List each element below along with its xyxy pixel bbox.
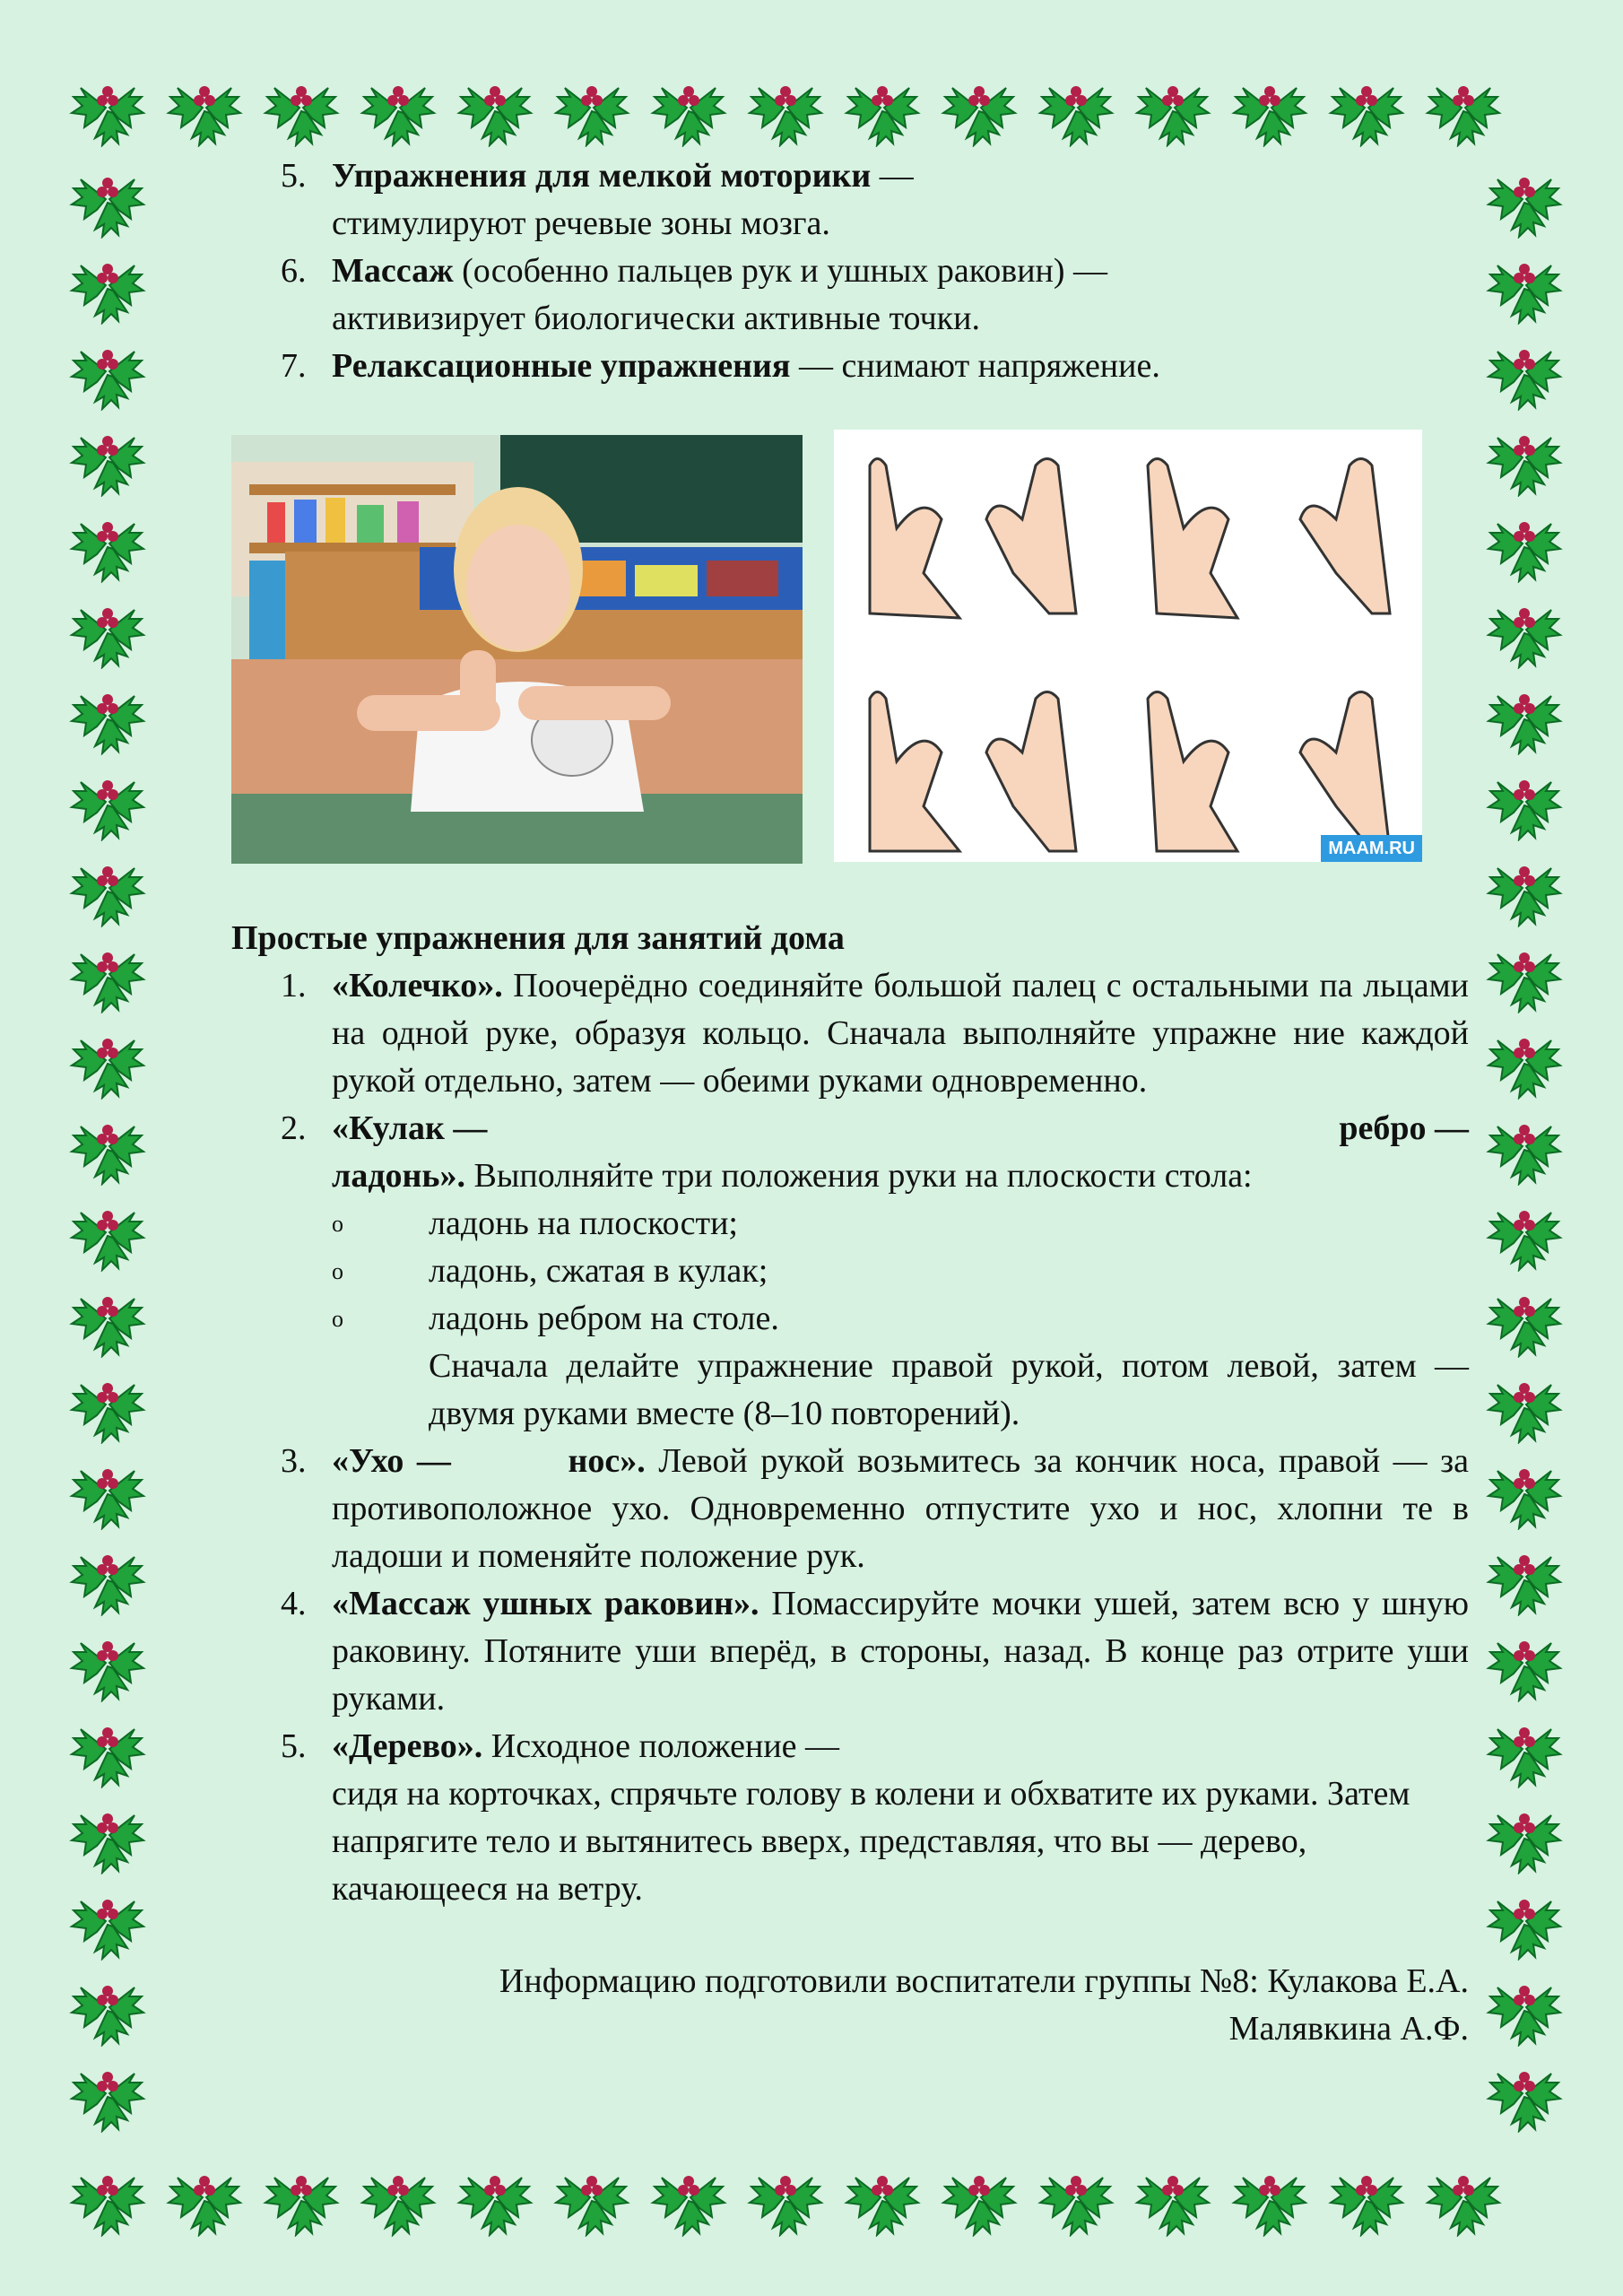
exercise-text: Исходное положение —	[482, 1727, 840, 1765]
holly-sprig-icon	[1480, 1961, 1569, 2047]
holly-sprig-icon	[63, 841, 152, 927]
holly-sprig-icon	[63, 1444, 152, 1530]
holly-sprig-icon	[1225, 61, 1315, 147]
sub-list-item	[332, 1200, 1469, 1248]
list-item-text: активизирует биологически активные точки.	[332, 300, 980, 337]
exercise-item	[231, 1723, 1469, 1913]
holly-sprig-icon	[256, 61, 346, 147]
finger-exercise-image	[834, 430, 1422, 862]
list-item-title: Упражнения для мелкой моторики	[332, 157, 872, 195]
list-number: 3.	[281, 1442, 307, 1480]
holly-sprig-icon	[644, 61, 733, 147]
exercise-title: «Ухо — нос».	[332, 1442, 646, 1480]
hands-illustration	[834, 430, 1422, 862]
holly-sprig-icon	[256, 2151, 346, 2237]
holly-sprig-icon	[63, 152, 152, 239]
holly-sprig-icon	[63, 411, 152, 497]
exercise-text: Помассируйте мочки ушей, затем всю у шную раковину. Потяните уши вперёд, в стороны, назад. В конце раз отрите уши руками.	[332, 1585, 1469, 1718]
exercise-text: Левой рукой возьмитесь за кончик носа, правой — за противоположное ухо. Одновременно отпустите ухо и нос, хлопни те в ладоши и поменяйте положение рук.	[332, 1442, 1469, 1575]
exercise-item	[231, 962, 1469, 1105]
list-item-text: (особенно пальцев рук и ушных раковин) —	[453, 252, 1108, 290]
holly-sprig-icon	[1480, 1530, 1569, 1616]
list-item-text: —	[871, 157, 914, 195]
holly-sprig-icon	[1480, 1358, 1569, 1444]
author-credits	[231, 1958, 1469, 2053]
holly-sprig-icon	[160, 2151, 249, 2237]
list-item	[231, 248, 1469, 343]
holly-sprig-icon	[63, 1013, 152, 1100]
list-item	[231, 152, 1469, 248]
holly-sprig-icon	[1480, 1702, 1569, 1788]
holly-sprig-icon	[934, 2151, 1024, 2237]
holly-sprig-icon	[450, 61, 540, 147]
holly-sprig-icon	[63, 1272, 152, 1358]
exercise-title: «Кулак —	[332, 1109, 488, 1147]
list-number: 1.	[281, 967, 307, 1004]
credits-line: Малявкина А.Ф.	[1228, 2010, 1469, 2048]
holly-sprig-icon	[1480, 1788, 1569, 1874]
holly-sprig-icon	[63, 1358, 152, 1444]
circle-bullet-icon: o	[332, 1211, 343, 1237]
holly-sprig-icon	[1322, 2151, 1411, 2237]
holly-sprig-icon	[1480, 152, 1569, 239]
list-item-title: Массаж	[332, 252, 454, 290]
holly-sprig-icon	[1031, 2151, 1121, 2237]
sub-list-item	[332, 1295, 1469, 1343]
sub-note-text: Сначала делайте упражнение правой рукой, потом левой, затем — двумя руками вместе (8–10 повторений).	[429, 1347, 1469, 1432]
sub-list-text: ладонь на плоскости;	[429, 1205, 738, 1242]
holly-sprig-icon	[1480, 1444, 1569, 1530]
holly-sprig-icon	[63, 927, 152, 1013]
exercise-text: Выполняйте три положения руки на плоскости стола:	[465, 1157, 1253, 1195]
holly-sprig-icon	[353, 61, 443, 147]
list-number: 4.	[281, 1585, 307, 1622]
holly-sprig-icon	[450, 2151, 540, 2237]
holly-sprig-icon	[160, 61, 249, 147]
child-photo	[231, 435, 803, 864]
holly-sprig-icon	[1480, 1186, 1569, 1272]
holly-sprig-icon	[1480, 497, 1569, 583]
holly-sprig-icon	[741, 2151, 830, 2237]
holly-sprig-icon	[63, 325, 152, 411]
holly-sprig-icon	[63, 1186, 152, 1272]
holly-sprig-icon	[1419, 61, 1508, 147]
benefits-list	[231, 152, 1469, 390]
holly-sprig-icon	[1480, 2047, 1569, 2133]
holly-sprig-icon	[1480, 755, 1569, 841]
exercise-text: Поочерёдно соединяйте большой палец с остальными па льцами на одной руке, образуя кольцо. Сначала выполняйте упражне ние каждой рукой отдельно, затем — обеими руками одновременно.	[332, 967, 1469, 1100]
holly-sprig-icon	[1128, 2151, 1218, 2237]
list-number: 5.	[281, 1727, 307, 1765]
sub-list-text: ладонь, сжатая в кулак;	[429, 1252, 768, 1290]
list-number: 6.	[281, 252, 307, 290]
holly-sprig-icon	[1480, 1013, 1569, 1100]
holly-sprig-icon	[63, 2047, 152, 2133]
holly-sprig-icon	[644, 2151, 733, 2237]
exercise-item	[231, 1438, 1469, 1580]
holly-sprig-icon	[934, 61, 1024, 147]
sub-list-text: ладонь ребром на столе.	[429, 1300, 779, 1337]
exercise-title: «Массаж ушных раковин».	[332, 1585, 759, 1622]
holly-sprig-icon	[1480, 927, 1569, 1013]
holly-sprig-icon	[63, 1616, 152, 1702]
holly-sprig-icon	[63, 669, 152, 755]
exercise-title: ладонь».	[332, 1157, 466, 1195]
photo-row	[231, 435, 1469, 874]
holly-sprig-icon	[63, 2151, 152, 2237]
list-item-text: стимулируют речевые зоны мозга.	[332, 204, 830, 242]
exercise-item	[231, 1105, 1469, 1438]
holly-sprig-icon	[741, 61, 830, 147]
exercise-title: «Колечко».	[332, 967, 503, 1004]
watermark-label: MAAM.RU	[1321, 835, 1422, 862]
holly-sprig-icon	[63, 583, 152, 669]
holly-sprig-icon	[1480, 669, 1569, 755]
section-title: Простые упражнения для занятий дома	[231, 919, 845, 957]
holly-sprig-icon	[838, 61, 927, 147]
exercise-title: «Дерево».	[332, 1727, 483, 1765]
holly-sprig-icon	[63, 1530, 152, 1616]
holly-sprig-icon	[63, 755, 152, 841]
holly-sprig-icon	[1225, 2151, 1315, 2237]
holly-sprig-icon	[63, 239, 152, 325]
holly-sprig-icon	[1419, 2151, 1508, 2237]
holly-sprig-icon	[1480, 841, 1569, 927]
holly-sprig-icon	[1480, 325, 1569, 411]
list-item	[231, 343, 1469, 390]
holly-sprig-icon	[63, 1874, 152, 1961]
list-item-text: — снимают напряжение.	[790, 347, 1160, 385]
holly-sprig-icon	[63, 1961, 152, 2047]
sub-list-item	[332, 1248, 1469, 1295]
holly-sprig-icon	[1031, 61, 1121, 147]
list-number: 5.	[281, 157, 307, 195]
list-number: 7.	[281, 347, 307, 385]
holly-sprig-icon	[547, 2151, 637, 2237]
holly-sprig-icon	[1480, 239, 1569, 325]
exercise-item	[231, 1580, 1469, 1723]
holly-sprig-icon	[1322, 61, 1411, 147]
holly-sprig-icon	[1128, 61, 1218, 147]
exercise-text: сидя на корточках, спрячьте голову в колени и обхватите их руками. Затем напрягите тело и вытянитесь вверх, представляя, что вы — дерево, качающееся на ветру.	[332, 1775, 1410, 1908]
circle-bullet-icon: o	[332, 1258, 343, 1284]
holly-sprig-icon	[63, 497, 152, 583]
holly-sprig-icon	[1480, 583, 1569, 669]
holly-sprig-icon	[1480, 1874, 1569, 1961]
holly-sprig-icon	[1480, 1272, 1569, 1358]
holly-sprig-icon	[63, 1702, 152, 1788]
holly-sprig-icon	[353, 2151, 443, 2237]
holly-sprig-icon	[547, 61, 637, 147]
sub-note	[332, 1343, 1469, 1438]
holly-sprig-icon	[1480, 1100, 1569, 1186]
child-exercise-image	[231, 435, 803, 864]
holly-sprig-icon	[63, 1100, 152, 1186]
holly-sprig-icon	[838, 2151, 927, 2237]
exercise-list	[231, 962, 1469, 1913]
exercise-title: ребро —	[1339, 1109, 1469, 1147]
list-number: 2.	[281, 1109, 307, 1147]
exercise-title-line	[332, 1105, 1469, 1152]
holly-sprig-icon	[1480, 411, 1569, 497]
page-content	[231, 152, 1469, 2053]
list-item-title: Релаксационные упражнения	[332, 347, 791, 385]
circle-bullet-icon: o	[332, 1306, 343, 1332]
holly-sprig-icon	[63, 1788, 152, 1874]
holly-sprig-icon	[1480, 1616, 1569, 1702]
credits-line: Информацию подготовили воспитатели группы №8: Кулакова Е.А.	[499, 1962, 1469, 2000]
holly-sprig-icon	[63, 61, 152, 147]
